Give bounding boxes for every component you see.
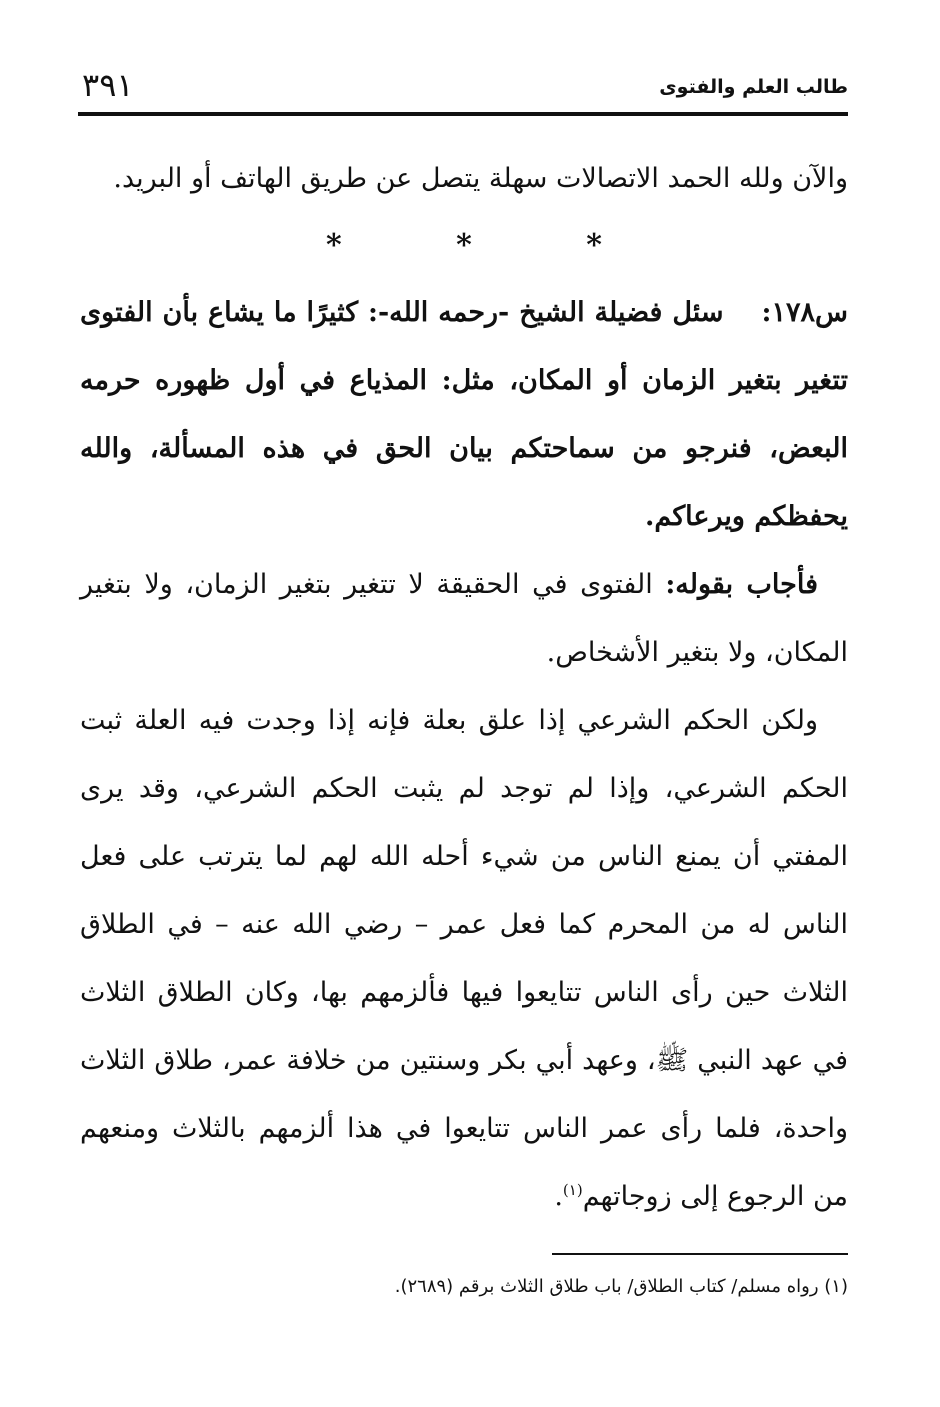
explanation-paragraph	[80, 687, 848, 1231]
page-header	[78, 60, 848, 112]
answer-lead: فأجاب بقوله:	[665, 569, 818, 600]
explanation-end: .	[554, 1181, 563, 1212]
footnote: (١) رواه مسلم/ كتاب الطلاق/ باب طلاق الثلاث برقم (٢٦٨٩).	[394, 1276, 848, 1297]
explanation-text: ولكن الحكم الشرعي إذا علق بعلة فإنه إذا وجدت فيه العلة ثبت الحكم الشرعي، وإذا لم توجد لم يثبت الحكم الشرعي، وقد يرى المفتي أن يمنع الناس من شيء أحله الله لهم لما يترتب على فعل الناس له من المحرم كما فعل عمر – رضي الله عنه – في الطلاق الثلاث حين رأى الناس تتايعوا فيها فألزمهم بها، وكان الطلاق الثلاث في عهد النبي ﷺ، وعهد أبي بكر وسنتين من خلافة عمر، طلاق الثلاث واحدة، فلما رأى عمر الناس تتايعوا في هذا ألزمهم بالثلاث ومنعهم من الرجوع إلى زوجاتهم	[80, 705, 848, 1212]
question-number: س١٧٨:	[761, 297, 848, 328]
header-divider	[78, 112, 848, 116]
question-text: سئل فضيلة الشيخ -رحمه الله-: كثيرًا ما يشاع بأن الفتوى تتغير بتغير الزمان أو المكان، مثل: المذياع في أول ظهوره حرمه البعض، فنرجو من سماحتكم بيان الحق في هذه المسألة، والله يحفظكم ويرعاكم.	[80, 297, 848, 532]
footnote-reference[interactable]: (١)	[562, 1181, 583, 1199]
page-number: ٣٩١	[82, 66, 134, 104]
answer-paragraph	[80, 551, 848, 687]
intro-paragraph: والآن ولله الحمد الاتصالات سهلة يتصل عن طريق الهاتف أو البريد.	[113, 163, 848, 194]
answer-text: الفتوى في الحقيقة لا تتغير بتغير الزمان، ولا بتغير المكان، ولا بتغير الأشخاص.	[80, 569, 848, 668]
section-separator: * * *	[326, 228, 654, 263]
main-text	[80, 145, 848, 1231]
running-title: طالب العلم والفتوى	[659, 76, 848, 98]
question-paragraph	[80, 279, 848, 551]
footnote-divider	[552, 1253, 848, 1255]
